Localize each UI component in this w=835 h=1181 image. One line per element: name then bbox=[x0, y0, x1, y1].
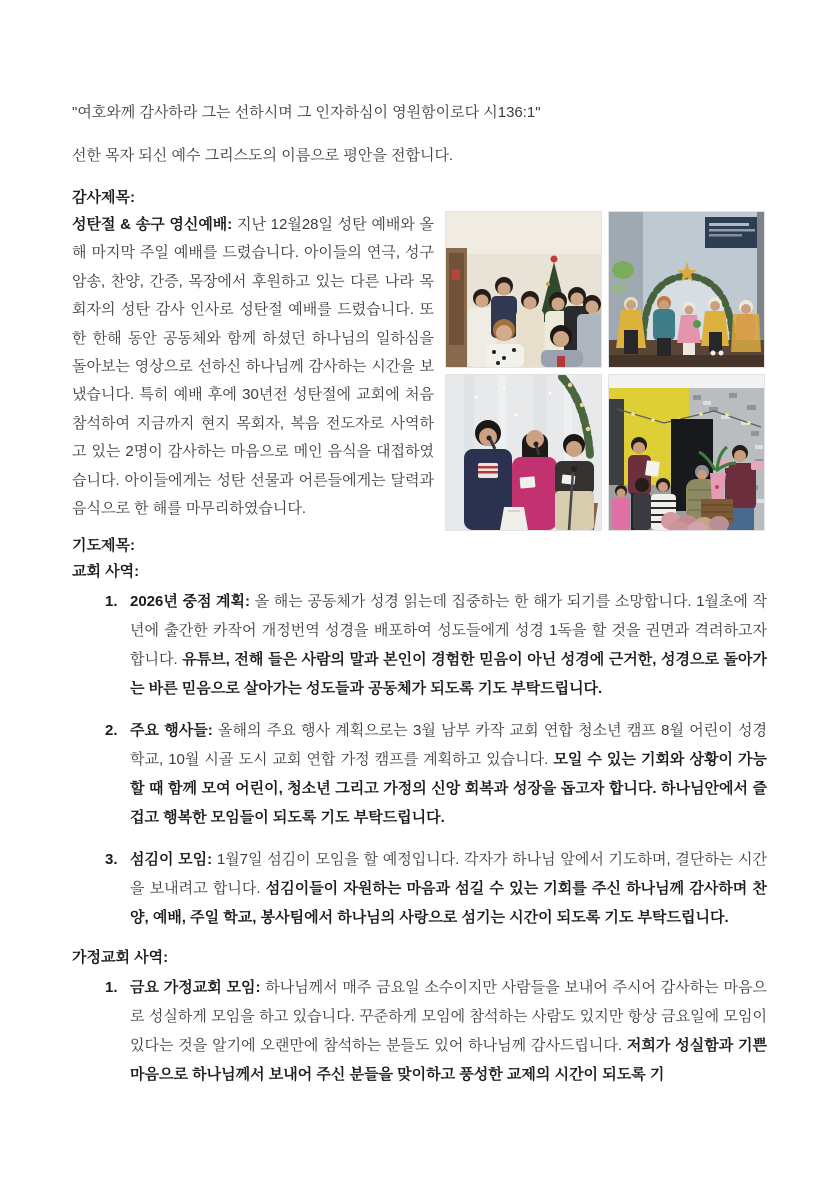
list-item-body: 올해의 주요 행사 계획으로는 3월 남부 카작 교회 연합 청소년 캠프 8월 어린이 성경 학교, 10월 시골 도시 교회 연합 가정 캠프를 계획하고 있습니다. bbox=[130, 722, 767, 768]
thanks-heading: 감사제목: bbox=[72, 189, 135, 206]
list-item-text bbox=[130, 587, 767, 703]
family-church-list bbox=[72, 973, 767, 1089]
list-item bbox=[72, 587, 767, 703]
nativity-play-photo bbox=[609, 212, 764, 367]
family-church-heading: 가정교회 사역: bbox=[72, 949, 169, 966]
list-item-emphasis: 저희가 성실함과 기쁜 마음으로 하나님께서 보내어 주신 분들을 맞이하고 풍성한 교제의 시간이 되도록 기 bbox=[130, 1037, 768, 1083]
list-item-title: 섬김이 모임: bbox=[130, 851, 213, 868]
list-item bbox=[72, 845, 767, 932]
prayer-heading: 기도제목: bbox=[72, 537, 135, 554]
list-item-number: 2. bbox=[105, 722, 118, 739]
photo-christmas-group bbox=[445, 211, 602, 368]
list-item-number: 1. bbox=[105, 593, 118, 610]
photo-gift-distribution bbox=[608, 374, 765, 531]
list-item-body: 하나님께서 매주 금요일 소수이지만 사람들을 보내어 주시어 감사하는 마음으로 성실하게 모임을 하고 있습니다. 꾸준하게 모임에 참석하는 사람도 있지만 항상 금요일에 모임이 있다는 것을 알기에 오랜만에 참석하는 분들도 있어 하나님께 감사드립니다. bbox=[130, 979, 767, 1054]
list-item-title: 2026년 중점 계획: bbox=[130, 593, 251, 610]
thanks-item-title: 성탄절 & 송구 영신예배: bbox=[72, 216, 233, 233]
list-item-number: 1. bbox=[105, 979, 118, 996]
christmas-group-photo bbox=[446, 212, 601, 367]
list-item bbox=[72, 716, 767, 832]
photo-grid bbox=[445, 211, 765, 531]
list-item-emphasis: 모일 수 있는 기회와 상황이 가능할 때 함께 모여 어린이, 청소년 그리고 가정의 신앙 회복과 성장을 돕고자 합니다. 하나님안에서 즐겁고 행복한 모임들이 되도록 기도 부탁드립니다. bbox=[130, 751, 767, 826]
list-item-body: 1월7일 섬김이 모임을 할 예정입니다. 각자가 하나님 앞에서 기도하며, 결단하는 시간을 보내려고 합니다. bbox=[130, 851, 767, 897]
thanks-item-body: 지난 12월28일 성탄 예배와 올 해 마지막 주일 예배를 드렸습니다. 아이들의 연극, 성구 암송, 찬양, 간증, 목장에서 후원하고 있는 다른 나라 목회자의 성탄 감사 인사로 성탄절 예배를 드렸습니다. 또한 한해 동안 공동체와 함께 하셨던 하나님의 일하심을 돌아보는 영상으로 선하신 하나님께 감사하는 시간을 보냈습니다. 특히 예배 후에 30년전 성탄절에 교회에 처음 참석하여 지금까지 현지 목회자, 복음 전도자로 사역하고 있는 2명이 감사하는 마음으로 메인 음식을 대접하였습니다. 아이들에게는 성탄 선물과 어른들에게는 달력과 음식으로 한 해를 마무리하였습니다. bbox=[72, 216, 434, 518]
list-item-title: 금요 가정교회 모임: bbox=[130, 979, 261, 996]
list-item-emphasis: 유튜브, 전해 들은 사람의 말과 본인이 경험한 믿음이 아닌 성경에 근거한, 성경으로 돌아가는 바른 믿음으로 살아가는 성도들과 공동체가 되도록 기도 부탁드립니다. bbox=[130, 651, 767, 697]
list-item-body: 올 해는 공동체가 성경 읽는데 집중하는 한 해가 되기를 소망합니다. 1월초에 작년에 출간한 카작어 개정번역 성경을 배포하여 성도들에게 성경 1독을 할 것을 권면과 격려하고자 합니다. bbox=[130, 593, 767, 668]
children-recitation-photo bbox=[446, 375, 601, 530]
church-prayer-list bbox=[72, 587, 767, 932]
greeting-line: 선한 목자 되신 예수 그리스도의 이름으로 평안을 전합니다. bbox=[72, 147, 454, 164]
gift-distribution-photo bbox=[609, 375, 764, 530]
list-item-text bbox=[130, 716, 767, 832]
list-item-number: 3. bbox=[105, 851, 118, 868]
church-ministry-heading: 교회 사역: bbox=[72, 563, 140, 580]
list-item-text bbox=[130, 973, 767, 1089]
photo-nativity-play bbox=[608, 211, 765, 368]
list-item-title: 주요 행사들: bbox=[130, 722, 213, 739]
photo-children-recitation bbox=[445, 374, 602, 531]
thanks-section bbox=[72, 211, 767, 531]
list-item-emphasis: 섬김이들이 자원하는 마음과 섬길 수 있는 기회를 주신 하나님께 감사하며 찬양, 예배, 주일 학교, 봉사팀에서 하나님의 사랑으로 섬기는 시간이 되도록 기도 부탁드립니다. bbox=[130, 880, 767, 926]
list-item bbox=[72, 973, 767, 1089]
list-item-text bbox=[130, 845, 767, 932]
thanks-paragraph bbox=[72, 211, 434, 531]
scripture-verse: "여호와께 감사하라 그는 선하시며 그 인자하심이 영원함이로다 시136:1" bbox=[72, 104, 541, 121]
